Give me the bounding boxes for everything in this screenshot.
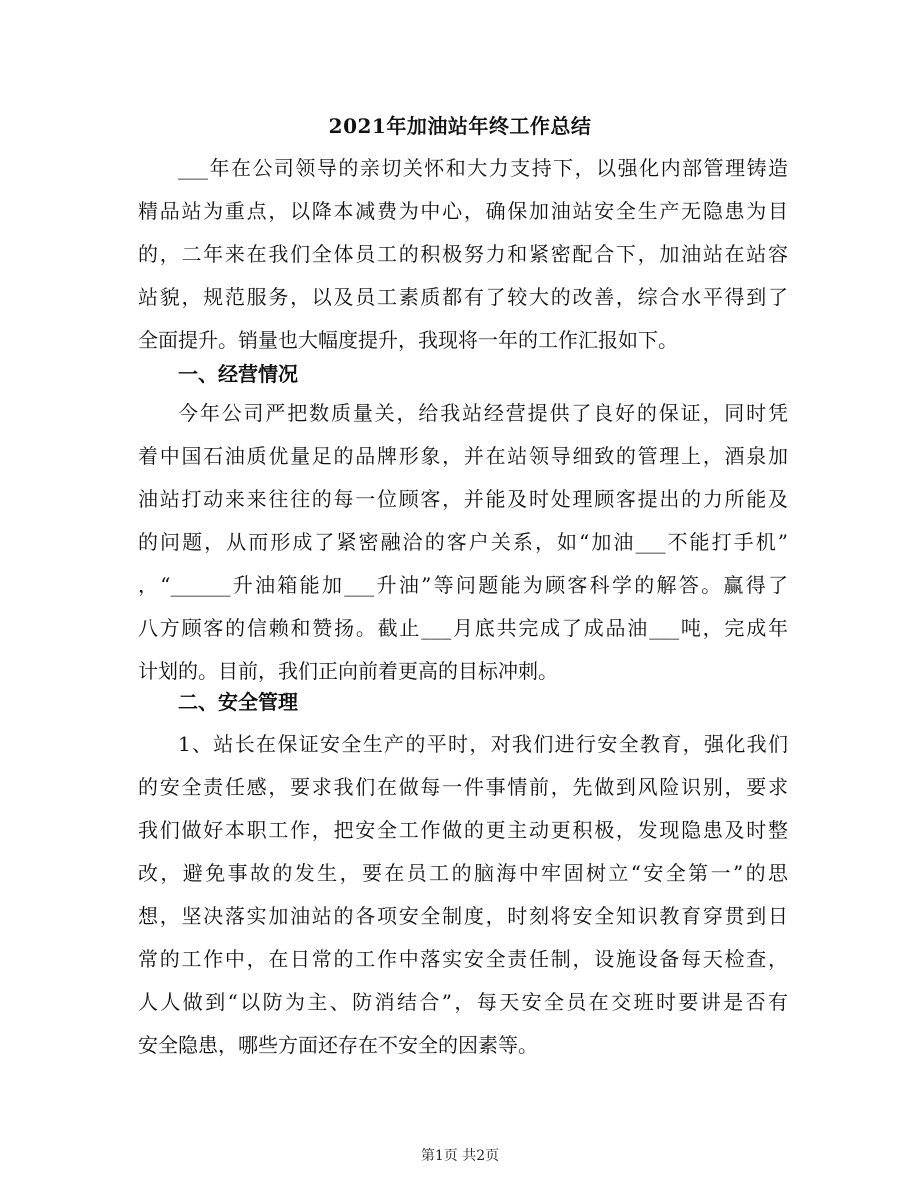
- section1-line-7: 计划的。目前，我们正向前着更高的目标冲刺。: [138, 659, 558, 683]
- section-heading-safety: 二、安全管理: [178, 690, 298, 714]
- section1-line-1: 今年公司严把数质量关，给我站经营提供了良好的保证，同时凭: [178, 401, 788, 425]
- section2-line-7: 人人做到“以防为主、防消结合”，每天安全员在交班时要讲是否有: [138, 990, 788, 1014]
- page-number-footer: 第1页 共2页: [420, 1148, 500, 1164]
- section-heading-operations: 一、经营情况: [178, 362, 298, 386]
- intro-line-2: 精品站为重点，以降本减费为中心，确保加油站安全生产无隐患为目: [138, 199, 788, 223]
- section1-line-6: 八方顾客的信赖和赞扬。截止___月底共完成了成品油___吨，完成年: [138, 616, 788, 640]
- section2-line-8: 安全隐患，哪些方面还存在不安全的因素等。: [138, 1033, 538, 1057]
- section1-line-3: 油站打动来来往往的每一位顾客，并能及时处理顾客提出的力所能及: [138, 487, 788, 511]
- section2-line-4: 改，避免事故的发生，要在员工的脑海中牢固树立“安全第一”的思: [138, 861, 788, 885]
- section2-line-5: 想，坚决落实加油站的各项安全制度，时刻将安全知识教育穿贯到日: [138, 904, 788, 928]
- section2-line-3: 我们做好本职工作，把安全工作做的更主动更积极，发现隐患及时整: [138, 818, 788, 842]
- section2-line-1: 1、站长在保证安全生产的平时，对我们进行安全教育，强化我们: [178, 732, 788, 756]
- intro-line-3: 的，二年来在我们全体员工的积极努力和紧密配合下，加油站在站容: [138, 242, 788, 266]
- section2-line-2: 的安全责任感，要求我们在做每一件事情前，先做到风险识别，要求: [138, 775, 788, 799]
- intro-line-5: 全面提升。销量也大幅度提升，我现将一年的工作汇报如下。: [138, 328, 678, 352]
- section1-line-4: 的问题，从而形成了紧密融洽的客户关系，如“加油___不能打手机”: [138, 530, 788, 554]
- section1-line-5: ，“______升油箱能加___升油”等问题能为顾客科学的解答。赢得了: [138, 573, 788, 597]
- intro-line-4: 站貌，规范服务，以及员工素质都有了较大的改善，综合水平得到了: [138, 285, 788, 309]
- section2-line-6: 常的工作中，在日常的工作中落实安全责任制，设施设备每天检查，: [138, 947, 788, 971]
- section1-line-2: 着中国石油质优量足的品牌形象，并在站领导细致的管理上，酒泉加: [138, 444, 788, 468]
- intro-line-1: ___年在公司领导的亲切关怀和大力支持下，以强化内部管理铸造: [178, 156, 788, 180]
- document-title: 2021年加油站年终工作总结: [328, 114, 592, 138]
